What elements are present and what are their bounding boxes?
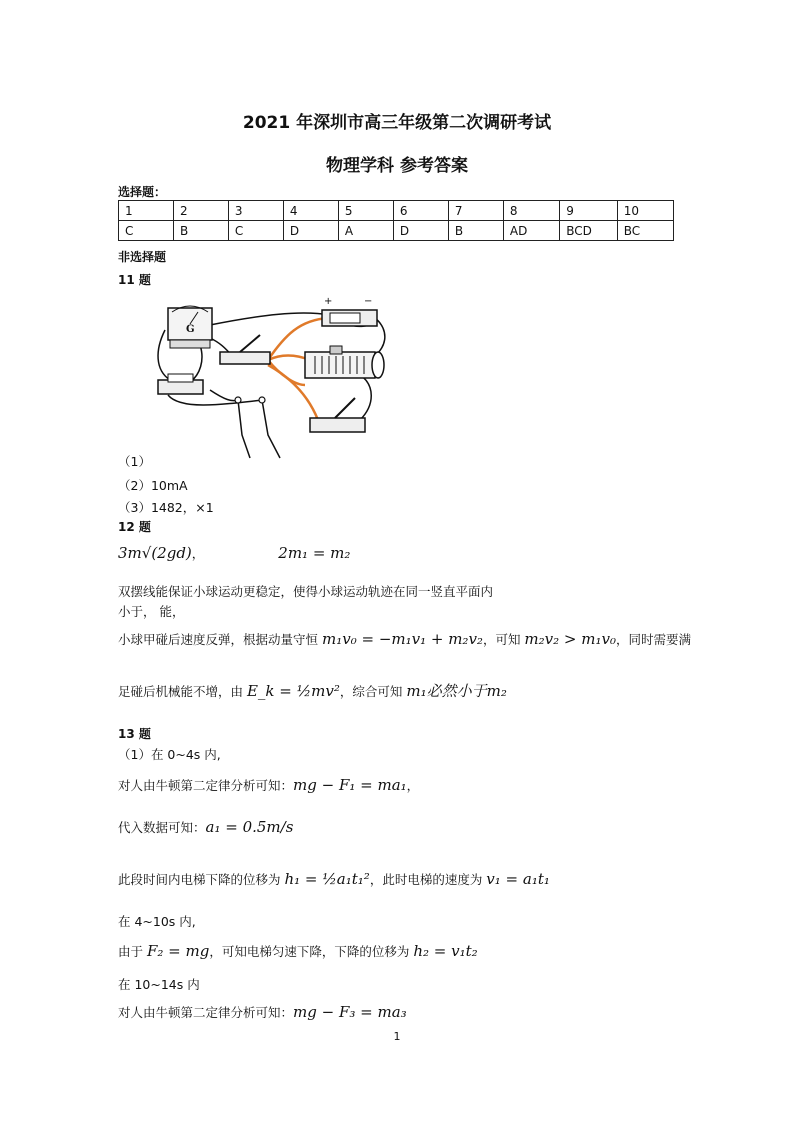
text: 对人由牛顿第二定律分析可知： bbox=[118, 1005, 294, 1020]
q13-line-6 bbox=[118, 942, 478, 960]
table-cell: C bbox=[119, 221, 174, 241]
equation: m₁v₀ = −m₁v₁ + m₂v₂ bbox=[321, 630, 483, 648]
table-cell: 5 bbox=[338, 201, 393, 221]
table-cell: D bbox=[393, 221, 448, 241]
table-cell: 1 bbox=[119, 201, 174, 221]
equation: h₁ = ½a₁t₁² bbox=[284, 870, 370, 888]
table-cell: 3 bbox=[228, 201, 283, 221]
q13-line-2 bbox=[118, 776, 419, 794]
table-cell: B bbox=[173, 221, 228, 241]
text: 足碰后机械能不增，由 bbox=[118, 684, 247, 699]
text: 此段时间内电梯下降的位移为 bbox=[118, 872, 285, 887]
table-row bbox=[119, 201, 674, 221]
q13-line-8 bbox=[118, 1003, 407, 1021]
equation: F₂ = mg bbox=[146, 942, 210, 960]
document-title: 2021 年深圳市高三年级第二次调研考试 bbox=[242, 113, 552, 133]
q11-answer-1: （1） bbox=[118, 454, 151, 469]
equation: mg − F₁ = ma₁ bbox=[293, 776, 407, 794]
table-cell: 9 bbox=[560, 201, 618, 221]
text: 由于 bbox=[118, 944, 147, 959]
svg-text:−: − bbox=[364, 296, 373, 307]
mc-heading: 选择题： bbox=[118, 185, 167, 199]
q11-answer-2: （2）10mA bbox=[118, 478, 188, 493]
equation: a₁ = 0.5m/s bbox=[205, 818, 294, 836]
equation: E_k = ½mv² bbox=[246, 682, 340, 700]
text: ，同时需要满 bbox=[615, 632, 691, 647]
q13-line-3 bbox=[118, 818, 293, 836]
q13-line-5: 在 4~10s 内, bbox=[118, 914, 196, 929]
rheostat-icon bbox=[305, 346, 384, 378]
svg-text:+: + bbox=[324, 296, 333, 307]
table-cell: BC bbox=[617, 221, 673, 241]
text: ，可知 bbox=[482, 632, 525, 647]
equation: v₁ = a₁t₁ bbox=[486, 870, 550, 888]
table-cell: B bbox=[448, 221, 503, 241]
battery-icon bbox=[322, 296, 377, 326]
meter-label: G bbox=[186, 324, 195, 335]
document-subtitle: 物理学科 参考答案 bbox=[326, 156, 468, 176]
q12-line-1: 双摆线能保证小球运动更稳定，使得小球运动轨迹在同一竖直平面内 bbox=[118, 584, 494, 599]
table-cell: D bbox=[283, 221, 338, 241]
text: ， bbox=[406, 778, 420, 793]
q12-line-4 bbox=[118, 680, 507, 701]
q12-heading: 12 题 bbox=[118, 520, 151, 534]
table-cell: 4 bbox=[283, 201, 338, 221]
mc-answer-table bbox=[118, 200, 674, 241]
text: ，综合可知 bbox=[339, 684, 407, 699]
table-cell: C bbox=[228, 221, 283, 241]
page-number: 1 bbox=[393, 1030, 401, 1043]
circuit-diagram bbox=[150, 290, 390, 460]
text: ，可知电梯匀速下降，下降的位移为 bbox=[209, 944, 414, 959]
equation: 3m√(2gd) bbox=[118, 544, 192, 562]
q13-line-1: （1）在 0~4s 内, bbox=[118, 747, 221, 762]
table-cell: A bbox=[338, 221, 393, 241]
equation: m₁必然小于m₂ bbox=[406, 682, 507, 700]
switch-icon bbox=[310, 398, 365, 432]
table-row bbox=[119, 221, 674, 241]
q12-equations bbox=[118, 544, 350, 562]
table-cell: 2 bbox=[173, 201, 228, 221]
table-cell: 8 bbox=[503, 201, 559, 221]
text: 对人由牛顿第二定律分析可知： bbox=[118, 778, 294, 793]
q13-line-4 bbox=[118, 870, 550, 888]
equation: m₂v₂ > m₁v₀ bbox=[524, 630, 616, 648]
table-cell: 7 bbox=[448, 201, 503, 221]
q11-answer-3: （3）1482，×1 bbox=[118, 500, 214, 515]
q13-line-7: 在 10~14s 内 bbox=[118, 977, 200, 992]
equation: 2m₁ = m₂ bbox=[278, 544, 351, 562]
table-cell: 10 bbox=[617, 201, 673, 221]
table-cell: 6 bbox=[393, 201, 448, 221]
q13-heading: 13 题 bbox=[118, 727, 151, 741]
q12-line-3 bbox=[118, 630, 691, 648]
non-mc-heading: 非选择题 bbox=[118, 250, 167, 264]
equation: h₂ = v₁t₂ bbox=[413, 942, 478, 960]
q12-line-2: 小于， 能， bbox=[118, 604, 185, 619]
table-cell: BCD bbox=[560, 221, 618, 241]
text: 代入数据可知： bbox=[118, 820, 206, 835]
table-cell: AD bbox=[503, 221, 559, 241]
separator: ， bbox=[191, 546, 205, 561]
text: ，此时电梯的速度为 bbox=[369, 872, 487, 887]
text: 小球甲碰后速度反弹，根据动量守恒 bbox=[118, 632, 322, 647]
equation: mg − F₃ = ma₃ bbox=[293, 1003, 407, 1021]
q11-heading: 11 题 bbox=[118, 273, 151, 287]
switch-icon bbox=[220, 335, 270, 364]
